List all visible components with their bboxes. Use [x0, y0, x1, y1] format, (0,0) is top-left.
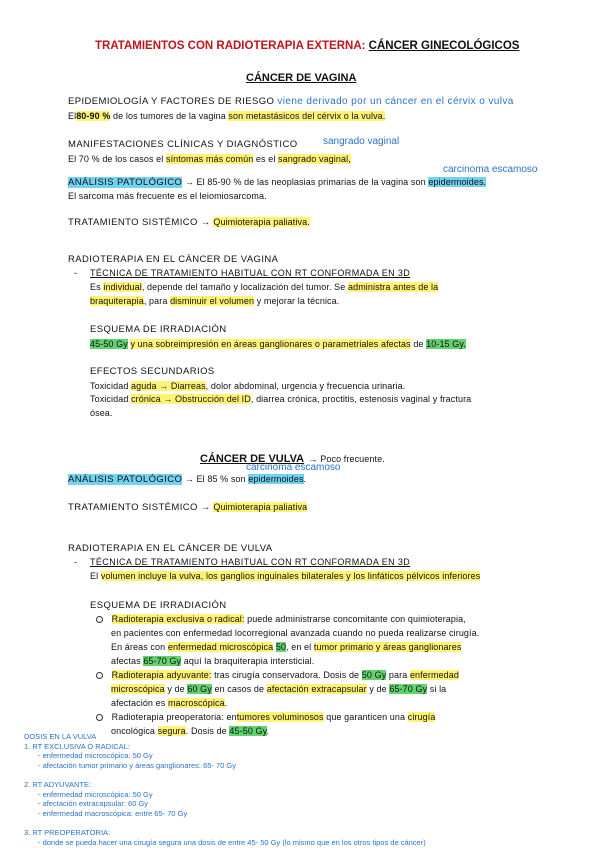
vagina-ef-line2: Toxicidad crónica → Obstrucción del ID, diarrea crónica, proctitis, estenosis vaginal y fractura	[90, 394, 472, 404]
vulva-bullet1-line2: en pacientes con enfermedad locorregional avanzada cuando no pueda realizarse cirugía.	[111, 628, 480, 638]
note-item: - enfermedad microscópica: 50 Gy	[38, 751, 153, 760]
vagina-ana-line2: El sarcoma más frecuente es el leiomiosarcoma.	[68, 191, 267, 201]
vulva-esq-label: ESQUEMA DE IRRADIACIÓN	[90, 600, 227, 611]
vagina-esq-line: 45-50 Gy y una sobreimpresión en áreas ganglionares o parametriales afectas de 10-15 Gy.	[90, 339, 466, 349]
bullet-circle-icon	[96, 714, 103, 721]
note-item: 2. RT ADYUVANTE:	[24, 780, 92, 789]
vagina-ana-line: ANÁLISIS PATOLÓGICO → El 85-90 % de las neoplasias primarias de la vagina son epidermoides.	[68, 177, 487, 188]
vagina-ef-line1: Toxicidad aguda → Diarreas, dolor abdominal, urgencia y frecuencia urinaria.	[90, 381, 406, 391]
vulva-bullet2-line2: microscópica y de 60 Gy en casos de afectación extracapsular y de 65-70 Gy si la	[111, 684, 447, 694]
vulva-tec-label: - TÉCNICA DE TRATAMIENTO HABITUAL CON RT CONFORMADA EN 3D	[74, 557, 411, 567]
dose-notes	[24, 732, 426, 847]
note-item: - donde se pueda hacer una cirugía segura una dosis de entre 45- 50 Gy (lo mismo que en los otros tipos de cáncer)	[38, 837, 426, 847]
vagina-epi-label: EPIDEMIOLOGÍA Y FACTORES DE RIESGO viene derivado por un cáncer en el cérvix o vulva	[68, 96, 514, 107]
epi-handwritten-note: viene derivado por un cáncer en el cérvix o vulva	[277, 96, 514, 107]
vagina-man-label: MANIFESTACIONES CLÍNICAS Y DIAGNÓSTICO	[68, 139, 298, 150]
man-handwritten-note: sangrado vaginal	[323, 136, 400, 147]
bullet-circle-icon	[96, 616, 103, 623]
vulva-bullet1-line1: Radioterapia exclusiva o radical: puede administrarse concomitante con quimioterapia,	[96, 613, 466, 626]
vulva-rt-label: RADIOTERAPIA EN EL CÁNCER DE VULVA	[68, 543, 273, 554]
note-item: - afectación tumor primario y áreas ganglionares: 65- 70 Gy	[38, 760, 237, 770]
vagina-ef-line3: ósea.	[90, 408, 113, 418]
vagina-heading: CÁNCER DE VAGINA	[246, 72, 357, 84]
title-red-part: TRATAMIENTOS CON RADIOTERAPIA EXTERNA:	[95, 40, 366, 52]
vulva-ana-line: ANÁLISIS PATOLÓGICO → El 85 % son epidermoides.	[68, 474, 307, 485]
vagina-sis-line: TRATAMIENTO SISTÉMICO → Quimioterapia paliativa.	[68, 217, 310, 228]
note-item: - enfermedad macroscópica: entre 65- 70 Gy	[38, 808, 188, 818]
vulva-tec-line1: El volumen incluye la vulva, los ganglios inguinales bilaterales y los linfáticos pélvicos inferiores	[90, 571, 481, 581]
vulva-bullet3-line1: Radioterapia preoperatoria: entumores voluminosos que garanticen una cirugía	[96, 711, 435, 724]
bullet-circle-icon	[96, 672, 103, 679]
note-item: 1. RT EXCLUSIVA O RADICAL:	[24, 741, 130, 751]
vagina-esq-label: ESQUEMA DE IRRADIACIÓN	[90, 324, 227, 335]
document-title	[95, 40, 519, 52]
vulva-heading: CÁNCER DE VULVA	[200, 453, 305, 465]
vagina-tec-line2: braquiterapia, para disminuir el volumen y mejorar la técnica.	[90, 296, 340, 306]
vagina-epi-line: El80-90 % de los tumores de la vagina son metastásicos del cérvix o la vulva.	[68, 111, 386, 121]
notes-title: DOSIS EN LA VULVA	[24, 732, 97, 741]
note-item: 3. RT PREOPERATORIA:	[24, 828, 111, 837]
vulva-bullet3-line2: oncológica segura. Dosis de 45-50 Gy.	[111, 726, 270, 736]
vagina-tec-line1: Es individual, depende del tamaño y localización del tumor. Se administra antes de la	[90, 282, 439, 292]
vulva-bullet1-line3: En áreas con enfermedad microscópica 50, en el tumor primario y áreas ganglionares	[111, 642, 462, 652]
vulva-bullet1-line4: afectas 65-70 Gy aquí la braquiterapia intersticial.	[111, 656, 315, 666]
vulva-heading-row: CÁNCER DE VULVA → Poco frecuente.	[200, 453, 385, 465]
vagina-rt-label: RADIOTERAPIA EN EL CÁNCER DE VAGINA	[68, 254, 279, 265]
note-item: - afectación extracapsular: 60 Gy	[38, 799, 149, 808]
vagina-ef-label: EFECTOS SECUNDARIOS	[90, 366, 215, 377]
note-item: - enfermedad microscópica: 50 Gy	[38, 789, 153, 799]
title-black-part: CÁNCER GINECOLÓGICOS	[368, 40, 520, 52]
vulva-bullet2-line3: afectación es macroscópica.	[111, 698, 228, 708]
vagina-tec-label: - TÉCNICA DE TRATAMIENTO HABITUAL CON RT CONFORMADA EN 3D	[74, 268, 411, 278]
vagina-man-line: El 70 % de los casos el síntomas más común es el sangrado vaginal,	[68, 154, 351, 164]
ana-handwritten-note: carcinoma escamoso	[443, 164, 538, 175]
vulva-bullet2-line1: Radioterapia adyuvante: tras cirugía conservadora. Dosis de 50 Gy para enfermedad	[96, 669, 459, 682]
vulva-ana-handwritten-note: carcinoma escamoso	[246, 462, 341, 473]
vulva-sis-line: TRATAMIENTO SISTÉMICO → Quimioterapia paliativa	[68, 502, 308, 513]
